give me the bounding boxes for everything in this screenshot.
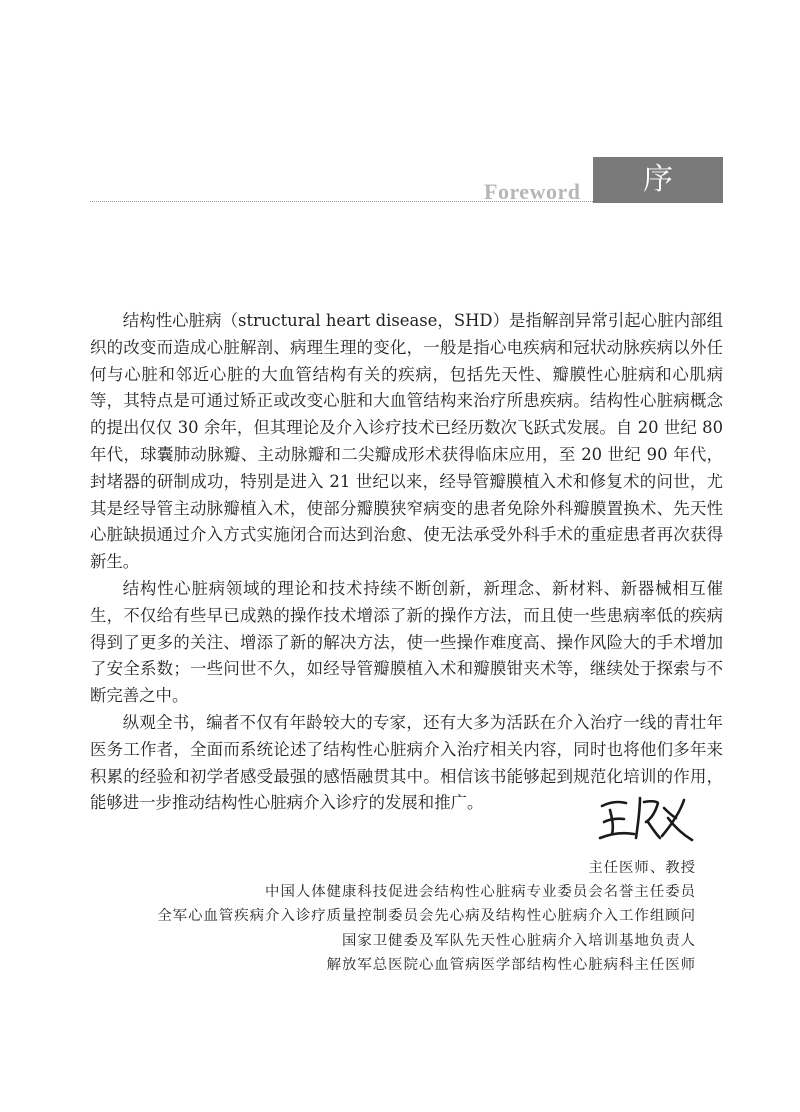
header-english-title: Foreword xyxy=(484,179,581,204)
credit-line-4: 国家卫健委及军队先天性心脏病介入培训基地负责人 xyxy=(342,932,696,949)
credit-line-1: 主任医师、教授 xyxy=(588,860,696,876)
credit-line-2: 中国人体健康科技促进会结构性心脏病专业委员会名誉主任委员 xyxy=(265,884,696,901)
header-chinese-title-box xyxy=(593,157,723,203)
body-paragraph-3: 纵观全书，编者不仅有年龄较大的专家，还有大多为活跃在介入治疗一线的青壮年医务工作者，全面而系统论述了结构性心脏病介入治疗相关内容，同时也将他们多年来积累的经验和初学者感受最强的感悟融贯其中。相信该书能够起到规范化培训的作用，能够进一步推动结构性心脏病介入诊疗的发展和推广。 xyxy=(90,712,723,813)
body-paragraph-2: 结构性心脏病领域的理论和技术持续不断创新，新理念、新材料、新器械相互催生，不仅给有些早已成熟的操作技术增添了新的操作方法，而且使一些患病率低的疾病得到了更多的关注、增添了新的解决方法，使一些操作难度高、操作风险大的手术增加了安全系数；一些问世不久，如经导管瓣膜植入术和瓣膜钳夹术等，继续处于探索与不断完善之中。 xyxy=(90,578,723,706)
body-paragraph-1: 结构性心脏病（structural heart disease，SHD）是指解剖异常引起心脏内部组织的改变而造成心脏解剖、病理生理的变化，一般是指心电疾病和冠状动脉疾病以外任何与心脏和邻近心脏的大血管结构有关的疾病，包括先天性、瓣膜性心脏病和心肌病等，其特点是可通过矫正或改变心脏和大血管结构来治疗所患疾病。结构性心脏病概念的提出仅仅 30 余年，但其理论及介入诊疗技术已经历数次飞跃式发展。自 20 世纪 80 年代，球囊肺动脉瓣、主动脉瓣和二尖瓣成形术获得临床应用，至 20 世纪 90 年代，封堵器的研制成功，特别是进入 21 世纪以来，经导管瓣膜植入术和修复术的问世，尤其是经导管主动脉瓣植入术，使部分瓣膜狭窄病变的患者免除外科瓣膜置换术、先天性心脏缺损通过介入方式实施闭合而达到治愈、使无法承受外科手术的重症患者再次获得新生。 xyxy=(90,311,723,572)
author-credits xyxy=(157,856,696,977)
foreword-body xyxy=(90,308,723,817)
handwritten-signature xyxy=(596,788,696,848)
credit-line-5: 解放军总医院心血管病医学部结构性心脏病科主任医师 xyxy=(326,956,696,973)
header-chinese-title: 序 xyxy=(643,162,673,197)
credit-line-3: 全军心血管疾病介入诊疗质量控制委员会先心病及结构性心脏病介入工作组顾问 xyxy=(157,908,696,925)
